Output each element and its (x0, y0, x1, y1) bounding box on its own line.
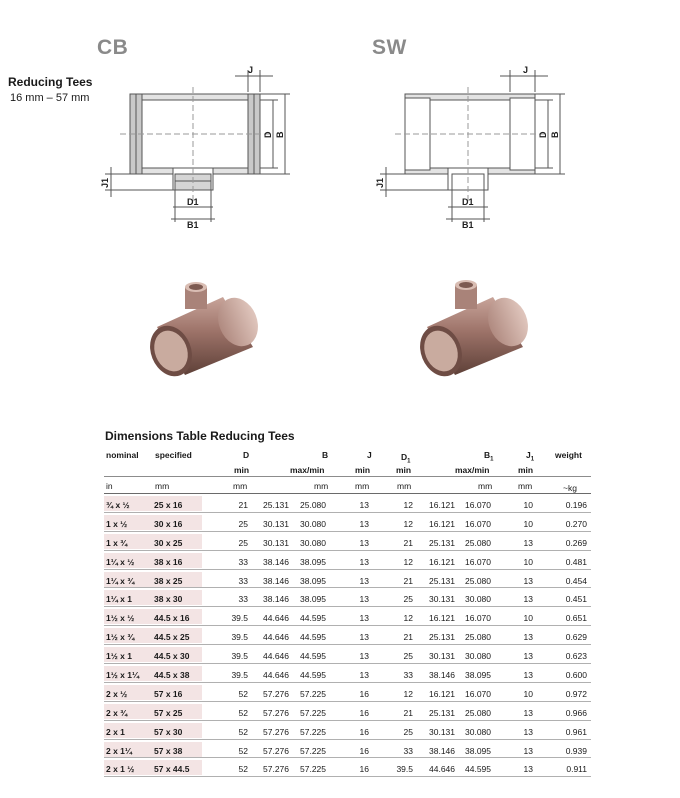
cell-nominal: 1½ x ¾ (106, 632, 135, 643)
cell-b1-min: 30.080 (465, 594, 491, 605)
table-title: Dimensions Table Reducing Tees (105, 429, 295, 443)
cell-b1-max: 30.131 (429, 594, 455, 605)
header-d: D (243, 450, 250, 460)
cell-b-max: 44.646 (263, 670, 289, 681)
cell-d1: 12 (403, 613, 413, 624)
cell-b-min: 57.225 (300, 745, 326, 756)
cell-j1: 13 (523, 764, 533, 775)
cell-j: 13 (359, 518, 369, 529)
cell-b-min: 30.080 (300, 537, 326, 548)
cell-d: 52 (238, 745, 248, 756)
cell-nominal: 2 x 1¼ (106, 745, 132, 756)
cell-b-min: 44.595 (300, 670, 326, 681)
cell-nominal: 1¼ x 1 (106, 594, 132, 605)
cell-d1: 33 (403, 670, 413, 681)
cell-nominal: 1½ x ½ (106, 613, 135, 624)
cell-b-max: 30.131 (263, 518, 289, 529)
cell-d: 21 (238, 500, 248, 510)
cell-j: 13 (359, 556, 369, 567)
table-row (104, 513, 591, 532)
cell-j1: 10 (523, 500, 533, 510)
cell-b-min: 38.095 (300, 594, 326, 605)
cell-d1: 21 (403, 537, 413, 548)
cell-nominal: 1 x ½ (106, 518, 128, 529)
cell-nominal: 1 x ¾ (106, 537, 128, 548)
cell-b-max: 38.146 (263, 575, 289, 586)
cell-specified: 38 x 30 (154, 594, 183, 605)
cell-d: 25 (238, 537, 248, 548)
cell-weight: 0.196 (565, 500, 587, 510)
cell-weight: 0.972 (565, 688, 587, 699)
cell-specified: 44.5 x 30 (154, 651, 190, 662)
cell-j1: 13 (523, 594, 533, 605)
cell-b1-max: 25.131 (429, 575, 455, 586)
cell-specified: 25 x 16 (154, 500, 183, 510)
cell-d: 33 (238, 594, 248, 605)
cell-b-max: 25.131 (263, 500, 289, 510)
table-row (104, 645, 591, 664)
drawing-label-j: J (248, 65, 254, 75)
cell-j: 16 (359, 707, 369, 718)
cell-b1-min: 16.070 (465, 500, 491, 510)
cell-j1: 13 (523, 537, 533, 548)
cell-d: 39.5 (231, 651, 248, 662)
unit-in: in (106, 481, 113, 491)
cell-specified: 57 x 44.5 (154, 764, 190, 775)
cell-d: 25 (238, 518, 248, 529)
table-row (104, 758, 591, 777)
cell-b-max: 38.146 (263, 556, 289, 567)
header-weight: weight (555, 450, 582, 460)
cell-b1-max: 16.121 (429, 688, 455, 699)
cell-b1-min: 16.070 (465, 556, 491, 567)
table-row (104, 494, 591, 513)
cell-b1-min: 38.095 (465, 670, 491, 681)
cell-d: 52 (238, 688, 248, 699)
header-d1: $D_1$ (401, 452, 411, 465)
cell-weight: 0.451 (565, 594, 587, 605)
cell-specified: 44.5 x 16 (154, 613, 190, 624)
cell-nominal: 2 x 1 ½ (106, 764, 135, 775)
cell-b-max: 44.646 (263, 632, 289, 643)
cell-nominal: 1¼ x ½ (106, 556, 135, 567)
cell-d1: 21 (403, 707, 413, 718)
drawing-label-d: D (263, 131, 273, 138)
cell-b1-min: 25.080 (465, 707, 491, 718)
cell-d1: 25 (403, 594, 413, 605)
drawing-label-b: B (550, 131, 560, 138)
table-row (104, 702, 591, 721)
cell-b-min: 57.225 (300, 726, 326, 737)
cell-b-min: 38.095 (300, 575, 326, 586)
cell-j: 13 (359, 500, 369, 510)
cell-j: 13 (359, 594, 369, 605)
table-row (104, 626, 591, 645)
table-row (104, 551, 591, 570)
cell-specified: 44.5 x 38 (154, 670, 190, 681)
header-b: B (322, 450, 329, 460)
unit-mm-b: mm (314, 481, 329, 491)
cell-j1: 13 (523, 632, 533, 643)
drawing-label-d1: D1 (187, 197, 199, 207)
cell-nominal: 2 x ½ (106, 688, 128, 699)
cb-product-image (135, 265, 265, 385)
table-row (104, 588, 591, 607)
cell-b-max: 30.131 (263, 537, 289, 548)
cell-d1: 12 (403, 556, 413, 567)
header-divider-top (104, 476, 591, 477)
cb-technical-drawing (95, 62, 305, 232)
cell-d: 39.5 (231, 613, 248, 624)
cell-j1: 10 (523, 556, 533, 567)
cell-d: 39.5 (231, 670, 248, 681)
drawing-label-j1: J1 (375, 177, 385, 188)
cell-specified: 57 x 25 (154, 707, 183, 718)
drawing-label-j1: J1 (100, 177, 110, 188)
cell-j: 13 (359, 670, 369, 681)
cell-d1: 21 (403, 575, 413, 586)
cell-b1-min: 16.070 (465, 688, 491, 699)
sw-technical-drawing (370, 62, 580, 232)
cell-b-min: 57.225 (300, 707, 326, 718)
cell-b1-max: 25.131 (429, 707, 455, 718)
cell-j1: 13 (523, 726, 533, 737)
cell-b-min: 44.595 (300, 613, 326, 624)
cell-b1-max: 30.131 (429, 726, 455, 737)
header-j1: $J_1$ (526, 450, 535, 463)
cell-d1: 12 (403, 500, 413, 510)
cell-nominal: 2 x 1 (106, 726, 125, 737)
cell-j1: 13 (523, 651, 533, 662)
cell-b1-max: 38.146 (429, 670, 455, 681)
cell-b1-max: 25.131 (429, 537, 455, 548)
table-row (104, 683, 591, 702)
cell-b-min: 57.225 (300, 688, 326, 699)
cell-j: 13 (359, 537, 369, 548)
cell-j1: 10 (523, 613, 533, 624)
cell-b-min: 38.095 (300, 556, 326, 567)
cell-d1: 12 (403, 518, 413, 529)
header-j1-min: min (518, 465, 534, 475)
cell-nominal: 2 x ¾ (106, 707, 128, 718)
header-nominal: nominal (106, 450, 139, 460)
table-row (104, 607, 591, 626)
cell-b1-min: 25.080 (465, 575, 491, 586)
cell-specified: 44.5 x 25 (154, 632, 190, 643)
cell-j: 16 (359, 726, 369, 737)
cell-nominal: 1¼ x ¾ (106, 575, 135, 586)
cell-j: 16 (359, 764, 369, 775)
cell-weight: 0.939 (565, 745, 587, 756)
cell-j1: 13 (523, 745, 533, 756)
cell-b-max: 44.646 (263, 613, 289, 624)
unit-mm-d: mm (233, 481, 248, 491)
cell-d1: 33 (403, 745, 413, 756)
cell-weight: 0.966 (565, 707, 587, 718)
cell-b1-max: 44.646 (429, 764, 455, 775)
header-b1: $B_1$ (484, 450, 494, 463)
cell-b1-max: 16.121 (429, 613, 455, 624)
cell-weight: 0.623 (565, 651, 587, 662)
cell-d: 52 (238, 764, 248, 775)
cell-b-max: 57.276 (263, 764, 289, 775)
unit-mm-specified: mm (155, 481, 170, 491)
drawing-label-j: J (523, 65, 529, 75)
cell-d1: 21 (403, 632, 413, 643)
cell-specified: 38 x 16 (154, 556, 183, 567)
table-row (104, 570, 591, 589)
cell-b1-min: 38.095 (465, 745, 491, 756)
cell-b1-min: 30.080 (465, 726, 491, 737)
cell-weight: 0.651 (565, 613, 587, 624)
cell-b1-min: 25.080 (465, 537, 491, 548)
cell-j1: 10 (523, 688, 533, 699)
cell-j: 16 (359, 688, 369, 699)
unit-kg: ~kg (563, 483, 577, 493)
table-row (104, 721, 591, 740)
cell-nominal: ¾ x ½ (106, 500, 130, 510)
cell-b1-max: 30.131 (429, 651, 455, 662)
cell-b1-max: 38.146 (429, 745, 455, 756)
table-row (104, 664, 591, 683)
dimensions-table-body (104, 494, 591, 777)
header-b-maxmin: max/min (290, 465, 325, 475)
cell-weight: 0.629 (565, 632, 587, 643)
cell-nominal: 1½ x 1 (106, 651, 132, 662)
cell-d1: 12 (403, 688, 413, 699)
cell-d: 33 (238, 575, 248, 586)
cell-b-max: 44.646 (263, 651, 289, 662)
cell-d: 33 (238, 556, 248, 567)
cell-weight: 0.911 (566, 764, 587, 775)
cell-j: 13 (359, 651, 369, 662)
unit-mm-j1: mm (518, 481, 533, 491)
sw-product-image (405, 265, 535, 385)
cell-b1-min: 25.080 (465, 632, 491, 643)
cell-j: 13 (359, 613, 369, 624)
cell-b-min: 57.225 (300, 764, 326, 775)
drawing-label-d1: D1 (462, 197, 474, 207)
cell-j: 13 (359, 632, 369, 643)
cell-b-max: 57.276 (263, 726, 289, 737)
cell-b1-max: 16.121 (429, 518, 455, 529)
cell-specified: 38 x 25 (154, 575, 183, 586)
cell-j: 16 (359, 745, 369, 756)
cell-b1-min: 30.080 (465, 651, 491, 662)
table-row (104, 740, 591, 759)
cell-d1: 39.5 (396, 764, 413, 775)
cell-j1: 13 (523, 670, 533, 681)
unit-mm-j: mm (355, 481, 370, 491)
cell-specified: 30 x 25 (154, 537, 183, 548)
cell-weight: 0.270 (565, 518, 587, 529)
cell-specified: 57 x 16 (154, 688, 183, 699)
cell-weight: 0.961 (565, 726, 587, 737)
cell-weight: 0.481 (565, 556, 587, 567)
cell-b-min: 44.595 (300, 632, 326, 643)
cell-weight: 0.269 (565, 537, 587, 548)
cell-d1: 25 (403, 651, 413, 662)
cell-d1: 25 (403, 726, 413, 737)
cell-b-min: 30.080 (300, 518, 326, 529)
table-row (104, 532, 591, 551)
cell-d: 52 (238, 726, 248, 737)
header-specified: specified (155, 450, 192, 460)
drawing-label-b: B (275, 131, 285, 138)
unit-mm-b1: mm (478, 481, 493, 491)
cell-j1: 13 (523, 707, 533, 718)
cell-b-max: 38.146 (263, 594, 289, 605)
cell-specified: 30 x 16 (154, 518, 183, 529)
header-d1-min: min (396, 465, 412, 475)
sw-variant-title: SW (372, 36, 407, 59)
cell-b1-min: 16.070 (465, 613, 491, 624)
header-j: J (367, 450, 372, 460)
drawing-label-b1: B1 (462, 220, 474, 230)
cell-b1-min: 44.595 (465, 764, 491, 775)
product-name: Reducing Tees (8, 75, 93, 89)
product-size-range: 16 mm – 57 mm (10, 92, 90, 104)
cell-b1-max: 16.121 (429, 500, 455, 510)
header-d-min: min (234, 465, 250, 475)
cell-specified: 57 x 30 (154, 726, 183, 737)
cell-b-max: 57.276 (263, 688, 289, 699)
cell-j1: 10 (523, 518, 533, 529)
header-j-min: min (355, 465, 371, 475)
cell-b-max: 57.276 (263, 707, 289, 718)
cell-b1-max: 25.131 (429, 632, 455, 643)
drawing-label-b1: B1 (187, 220, 199, 230)
cb-variant-title: CB (97, 36, 129, 59)
cell-nominal: 1½ x 1¼ (106, 670, 140, 681)
cell-j1: 13 (523, 575, 533, 586)
cell-b-max: 57.276 (263, 745, 289, 756)
unit-mm-d1: mm (397, 481, 412, 491)
cell-specified: 57 x 38 (154, 745, 183, 756)
cell-b-min: 44.595 (300, 651, 326, 662)
cell-b-min: 25.080 (300, 500, 326, 510)
header-b1-maxmin: max/min (455, 465, 490, 475)
cell-weight: 0.600 (565, 670, 587, 681)
cell-j: 13 (359, 575, 369, 586)
cell-b1-min: 16.070 (465, 518, 491, 529)
cell-weight: 0.454 (565, 575, 587, 586)
cell-d: 39.5 (231, 632, 248, 643)
cell-b1-max: 16.121 (429, 556, 455, 567)
cell-d: 52 (238, 707, 248, 718)
drawing-label-d: D (538, 131, 548, 138)
